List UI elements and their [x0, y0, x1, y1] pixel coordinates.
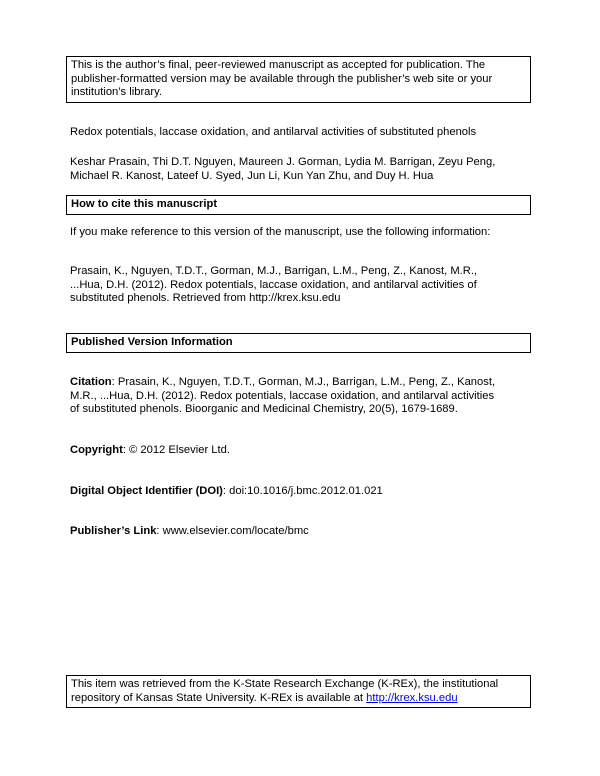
doi-value: : doi:10.1016/j.bmc.2012.01.021: [222, 485, 383, 497]
published-version-heading: Published Version Information: [66, 333, 531, 353]
doi: [70, 485, 540, 499]
authors-line-2: Michael R. Kanost, Lateef U. Syed, Jun Li, Kun Yan Zhu, and Duy H. Hua: [70, 169, 434, 182]
copyright-value: : © 2012 Elsevier Ltd.: [122, 444, 230, 456]
cite-line-3: substituted phenols. Retrieved from http://krex.ksu.edu: [70, 292, 341, 305]
doi-label: Digital Object Identifier (DOI): [70, 485, 223, 497]
notice-line-2: publisher-formatted version may be available through the publisher’s web site or your: [71, 72, 493, 85]
copyright: [70, 444, 540, 458]
copyright-label: Copyright: [70, 444, 123, 456]
article-title: Redox potentials, laccase oxidation, and antilarval activities of substituted phenols: [70, 126, 477, 138]
publisher-link-label: Publisher’s Link: [70, 525, 157, 537]
publisher-link: [70, 525, 540, 539]
cite-reference: [70, 265, 540, 306]
citation-line-3: of substituted phenols. Bioorganic and Medicinal Chemistry, 20(5), 1679-1689.: [70, 403, 458, 416]
citation-label: Citation: [70, 376, 112, 388]
footer-line-2-text: repository of Kansas State University. K-REx is available at: [71, 691, 367, 704]
cite-line-2: ...Hua, D.H. (2012). Redox potentials, laccase oxidation, and antilarval activities of: [70, 278, 477, 291]
publisher-link-value: : www.elsevier.com/locate/bmc: [156, 525, 309, 537]
footer-line-1: This item was retrieved from the K-State Research Exchange (K-REx), the institutional: [71, 678, 499, 690]
cite-intro: If you make reference to this version of the manuscript, use the following information:: [70, 226, 491, 238]
krex-link[interactable]: http://krex.ksu.edu: [366, 691, 458, 704]
author-list: [70, 156, 540, 183]
footer-line-2: [71, 692, 526, 706]
citation-line-1: [70, 376, 540, 390]
krex-footer-notice: [66, 675, 531, 708]
citation-text: : Prasain, K., Nguyen, T.D.T., Gorman, M.J., Barrigan, L.M., Peng, Z., Kanost,: [111, 376, 496, 388]
notice-line-1: This is the author’s final, peer-reviewed manuscript as accepted for publication. The: [71, 59, 486, 71]
notice-line-3: institution’s library.: [71, 86, 162, 99]
citation-block: [70, 376, 540, 417]
author-manuscript-notice: [66, 56, 531, 103]
authors-line-1: Keshar Prasain, Thi D.T. Nguyen, Maureen J. Gorman, Lydia M. Barrigan, Zeyu Peng,: [70, 156, 496, 168]
cite-line-1: Prasain, K., Nguyen, T.D.T., Gorman, M.J., Barrigan, L.M., Peng, Z., Kanost, M.R.,: [70, 265, 478, 277]
how-to-cite-heading: How to cite this manuscript: [66, 195, 531, 215]
citation-line-2: M.R., ...Hua, D.H. (2012). Redox potentials, laccase oxidation, and antilarval activities: [70, 389, 495, 402]
